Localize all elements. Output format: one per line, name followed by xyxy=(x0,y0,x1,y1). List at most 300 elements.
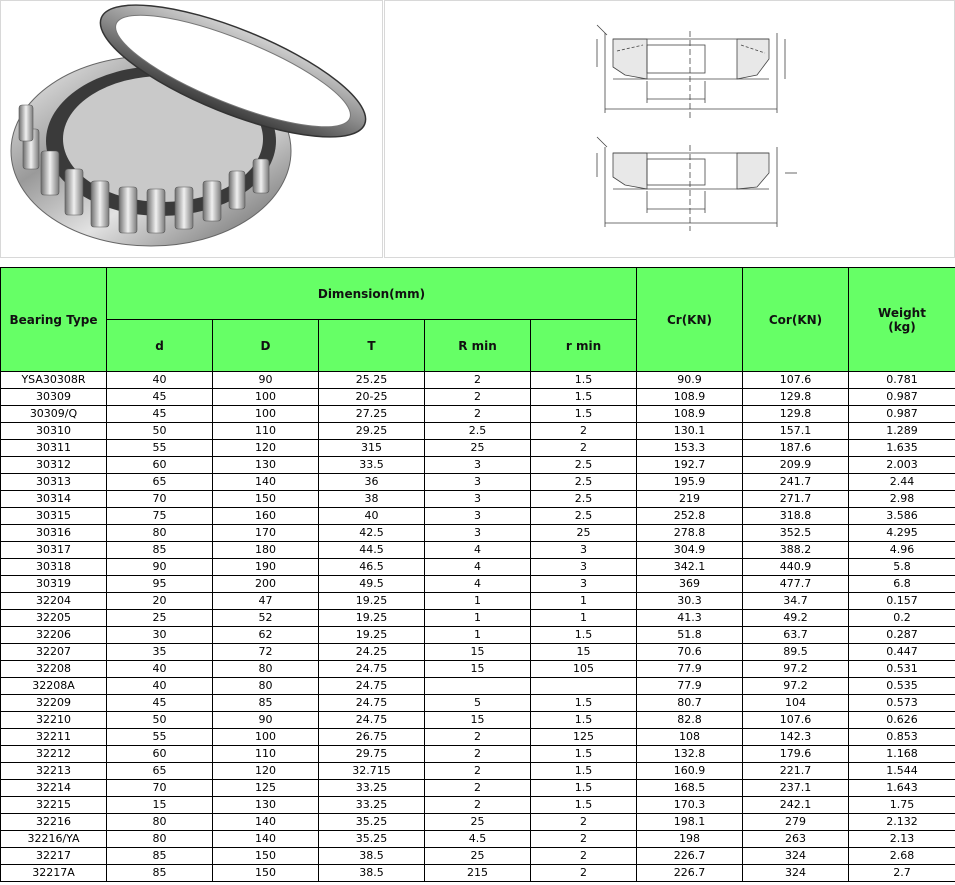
cell-R-min: 15 xyxy=(425,661,531,678)
cell-r-min: 1.5 xyxy=(531,746,637,763)
cell-D: 62 xyxy=(213,627,319,644)
cell-d: 50 xyxy=(107,423,213,440)
cell-cr: 195.9 xyxy=(637,474,743,491)
cell-D: 140 xyxy=(213,474,319,491)
header-R-min: R min xyxy=(425,320,531,372)
bearing-photo xyxy=(0,0,383,258)
cell-T: 46.5 xyxy=(319,559,425,576)
cell-r-min: 1 xyxy=(531,593,637,610)
table-row xyxy=(1,814,955,831)
cell-T: 35.25 xyxy=(319,814,425,831)
cell-D: 100 xyxy=(213,729,319,746)
cell-T: 38 xyxy=(319,491,425,508)
cell-cr: 108 xyxy=(637,729,743,746)
header-weight xyxy=(849,268,955,372)
cell-r-min: 2.5 xyxy=(531,491,637,508)
cell-R-min: 4.5 xyxy=(425,831,531,848)
cell-r-min: 15 xyxy=(531,644,637,661)
cell-weight: 5.8 xyxy=(849,559,955,576)
cell-r-min: 3 xyxy=(531,542,637,559)
cell-R-min: 25 xyxy=(425,848,531,865)
cell-cr: 369 xyxy=(637,576,743,593)
cell-T: 33.25 xyxy=(319,797,425,814)
cell-cor: 324 xyxy=(743,865,849,882)
cell-cr: 226.7 xyxy=(637,865,743,882)
cell-weight: 2.132 xyxy=(849,814,955,831)
cell-cor: 271.7 xyxy=(743,491,849,508)
table-row xyxy=(1,576,955,593)
cell-bearing-type: 30316 xyxy=(1,525,107,542)
cell-r-min: 2.5 xyxy=(531,457,637,474)
table-row xyxy=(1,559,955,576)
cell-R-min: 3 xyxy=(425,508,531,525)
cell-bearing-type: 32215 xyxy=(1,797,107,814)
cell-r-min: 2.5 xyxy=(531,474,637,491)
cell-R-min: 1 xyxy=(425,627,531,644)
cell-R-min: 4 xyxy=(425,559,531,576)
cell-weight: 4.96 xyxy=(849,542,955,559)
cell-R-min: 2 xyxy=(425,746,531,763)
cell-bearing-type: 30317 xyxy=(1,542,107,559)
cell-r-min: 2 xyxy=(531,865,637,882)
table-row xyxy=(1,695,955,712)
cell-bearing-type: 30309 xyxy=(1,389,107,406)
table-row xyxy=(1,406,955,423)
cell-D: 100 xyxy=(213,389,319,406)
cell-cr: 170.3 xyxy=(637,797,743,814)
cell-cr: 153.3 xyxy=(637,440,743,457)
cell-r-min: 1.5 xyxy=(531,406,637,423)
cell-r-min: 3 xyxy=(531,559,637,576)
cell-bearing-type: 32208A xyxy=(1,678,107,695)
header-weight-label: Weight xyxy=(878,305,926,320)
table-row xyxy=(1,491,955,508)
cell-cor: 324 xyxy=(743,848,849,865)
cell-bearing-type: 32210 xyxy=(1,712,107,729)
cell-cr: 80.7 xyxy=(637,695,743,712)
cell-d: 60 xyxy=(107,746,213,763)
cell-r-min: 3 xyxy=(531,576,637,593)
cell-cr: 77.9 xyxy=(637,661,743,678)
cell-cor: 129.8 xyxy=(743,406,849,423)
cell-weight: 1.635 xyxy=(849,440,955,457)
cell-T: 19.25 xyxy=(319,593,425,610)
cell-r-min: 1.5 xyxy=(531,712,637,729)
cell-r-min: 25 xyxy=(531,525,637,542)
table-row xyxy=(1,644,955,661)
cell-weight: 2.7 xyxy=(849,865,955,882)
table-row xyxy=(1,474,955,491)
cell-cr: 51.8 xyxy=(637,627,743,644)
cell-weight: 0.535 xyxy=(849,678,955,695)
cell-bearing-type: 32206 xyxy=(1,627,107,644)
cell-R-min: 1 xyxy=(425,610,531,627)
table-row xyxy=(1,389,955,406)
cell-d: 55 xyxy=(107,440,213,457)
cell-cr: 278.8 xyxy=(637,525,743,542)
cell-D: 90 xyxy=(213,372,319,389)
cell-d: 65 xyxy=(107,474,213,491)
cell-R-min: 2 xyxy=(425,389,531,406)
cell-cor: 129.8 xyxy=(743,389,849,406)
cell-D: 72 xyxy=(213,644,319,661)
cell-d: 20 xyxy=(107,593,213,610)
table-row xyxy=(1,593,955,610)
cell-T: 24.75 xyxy=(319,712,425,729)
cell-r-min: 1.5 xyxy=(531,780,637,797)
cell-T: 29.25 xyxy=(319,423,425,440)
cell-R-min: 3 xyxy=(425,491,531,508)
cell-cr: 342.1 xyxy=(637,559,743,576)
cell-weight: 0.287 xyxy=(849,627,955,644)
cell-cor: 187.6 xyxy=(743,440,849,457)
cell-R-min: 3 xyxy=(425,474,531,491)
cell-cr: 168.5 xyxy=(637,780,743,797)
cell-T: 49.5 xyxy=(319,576,425,593)
table-row xyxy=(1,440,955,457)
cell-T: 26.75 xyxy=(319,729,425,746)
cell-cor: 107.6 xyxy=(743,712,849,729)
cell-d: 40 xyxy=(107,678,213,695)
cell-cor: 440.9 xyxy=(743,559,849,576)
table-row xyxy=(1,542,955,559)
cell-R-min: 2 xyxy=(425,763,531,780)
cell-T: 29.75 xyxy=(319,746,425,763)
cell-R-min: 5 xyxy=(425,695,531,712)
cell-cr: 219 xyxy=(637,491,743,508)
cell-R-min: 2 xyxy=(425,406,531,423)
cell-T: 19.25 xyxy=(319,610,425,627)
cell-T: 24.75 xyxy=(319,678,425,695)
cell-r-min: 2 xyxy=(531,848,637,865)
table-row xyxy=(1,372,955,389)
bearing-spec-table xyxy=(0,267,955,882)
cell-bearing-type: 32217 xyxy=(1,848,107,865)
cell-cr: 108.9 xyxy=(637,389,743,406)
table-row xyxy=(1,525,955,542)
cell-bearing-type: 32204 xyxy=(1,593,107,610)
header-D: D xyxy=(213,320,319,372)
cell-d: 45 xyxy=(107,695,213,712)
cell-R-min: 3 xyxy=(425,525,531,542)
cell-T: 35.25 xyxy=(319,831,425,848)
cell-weight: 1.168 xyxy=(849,746,955,763)
cell-bearing-type: 30310 xyxy=(1,423,107,440)
cell-cor: 209.9 xyxy=(743,457,849,474)
cell-D: 85 xyxy=(213,695,319,712)
cell-d: 95 xyxy=(107,576,213,593)
table-row xyxy=(1,763,955,780)
table-row xyxy=(1,848,955,865)
cell-d: 25 xyxy=(107,610,213,627)
table-row xyxy=(1,865,955,882)
cell-T: 33.25 xyxy=(319,780,425,797)
cell-R-min: 15 xyxy=(425,644,531,661)
cell-cr: 82.8 xyxy=(637,712,743,729)
cell-R-min: 215 xyxy=(425,865,531,882)
cell-r-min: 2 xyxy=(531,423,637,440)
cell-weight: 1.289 xyxy=(849,423,955,440)
cell-D: 47 xyxy=(213,593,319,610)
cell-T: 36 xyxy=(319,474,425,491)
cell-R-min: 15 xyxy=(425,712,531,729)
cell-weight: 0.626 xyxy=(849,712,955,729)
cell-cor: 352.5 xyxy=(743,525,849,542)
cell-d: 80 xyxy=(107,814,213,831)
cell-d: 85 xyxy=(107,848,213,865)
cell-D: 180 xyxy=(213,542,319,559)
cell-T: 38.5 xyxy=(319,865,425,882)
cell-weight: 2.44 xyxy=(849,474,955,491)
cell-cr: 41.3 xyxy=(637,610,743,627)
cell-r-min xyxy=(531,678,637,695)
table-row xyxy=(1,678,955,695)
cell-cor: 97.2 xyxy=(743,661,849,678)
cell-cor: 263 xyxy=(743,831,849,848)
header-dimension: Dimension(mm) xyxy=(107,268,637,320)
tapered-roller-bearing-image xyxy=(1,1,382,257)
cell-bearing-type: 32205 xyxy=(1,610,107,627)
cell-D: 170 xyxy=(213,525,319,542)
table-body xyxy=(1,372,955,882)
cell-r-min: 1.5 xyxy=(531,695,637,712)
header-r-min: r min xyxy=(531,320,637,372)
cell-bearing-type: 30311 xyxy=(1,440,107,457)
cell-r-min: 1.5 xyxy=(531,797,637,814)
cell-d: 35 xyxy=(107,644,213,661)
cell-cor: 89.5 xyxy=(743,644,849,661)
cell-cor: 179.6 xyxy=(743,746,849,763)
cell-D: 150 xyxy=(213,865,319,882)
cell-T: 19.25 xyxy=(319,627,425,644)
cell-weight: 2.13 xyxy=(849,831,955,848)
cell-cr: 108.9 xyxy=(637,406,743,423)
cell-T: 24.25 xyxy=(319,644,425,661)
cell-weight: 2.98 xyxy=(849,491,955,508)
cell-d: 50 xyxy=(107,712,213,729)
cell-bearing-type: 32208 xyxy=(1,661,107,678)
cell-bearing-type: 32214 xyxy=(1,780,107,797)
cell-D: 130 xyxy=(213,457,319,474)
cell-cr: 77.9 xyxy=(637,678,743,695)
cell-weight: 6.8 xyxy=(849,576,955,593)
cross-section-diagrams xyxy=(385,1,954,257)
cell-weight: 3.586 xyxy=(849,508,955,525)
cell-cor: 49.2 xyxy=(743,610,849,627)
cell-d: 80 xyxy=(107,831,213,848)
cell-d: 30 xyxy=(107,627,213,644)
cell-T: 25.25 xyxy=(319,372,425,389)
table-row xyxy=(1,831,955,848)
cell-cr: 198.1 xyxy=(637,814,743,831)
cell-D: 125 xyxy=(213,780,319,797)
cell-weight: 1.643 xyxy=(849,780,955,797)
cell-r-min: 2 xyxy=(531,831,637,848)
cell-cor: 237.1 xyxy=(743,780,849,797)
cell-weight: 0.987 xyxy=(849,389,955,406)
cell-d: 55 xyxy=(107,729,213,746)
cell-weight: 0.781 xyxy=(849,372,955,389)
cell-d: 75 xyxy=(107,508,213,525)
cell-cr: 192.7 xyxy=(637,457,743,474)
cell-cor: 63.7 xyxy=(743,627,849,644)
cell-bearing-type: 32209 xyxy=(1,695,107,712)
cell-d: 85 xyxy=(107,865,213,882)
cell-R-min: 25 xyxy=(425,440,531,457)
cell-R-min xyxy=(425,678,531,695)
cell-d: 70 xyxy=(107,491,213,508)
header-weight-unit: (kg) xyxy=(888,319,916,334)
cell-r-min: 2 xyxy=(531,440,637,457)
cell-cr: 130.1 xyxy=(637,423,743,440)
cell-cor: 477.7 xyxy=(743,576,849,593)
cell-cor: 34.7 xyxy=(743,593,849,610)
cell-R-min: 4 xyxy=(425,576,531,593)
cell-d: 65 xyxy=(107,763,213,780)
cell-D: 80 xyxy=(213,678,319,695)
cell-cr: 304.9 xyxy=(637,542,743,559)
cell-T: 42.5 xyxy=(319,525,425,542)
cell-cr: 90.9 xyxy=(637,372,743,389)
cell-d: 60 xyxy=(107,457,213,474)
cell-weight: 2.68 xyxy=(849,848,955,865)
cell-bearing-type: 30313 xyxy=(1,474,107,491)
cell-T: 27.25 xyxy=(319,406,425,423)
cell-R-min: 3 xyxy=(425,457,531,474)
cell-weight: 0.2 xyxy=(849,610,955,627)
cell-weight: 0.987 xyxy=(849,406,955,423)
cell-D: 52 xyxy=(213,610,319,627)
cell-D: 140 xyxy=(213,831,319,848)
cell-r-min: 1.5 xyxy=(531,372,637,389)
cell-D: 110 xyxy=(213,423,319,440)
cell-d: 90 xyxy=(107,559,213,576)
cell-cor: 142.3 xyxy=(743,729,849,746)
cell-d: 40 xyxy=(107,372,213,389)
cell-D: 150 xyxy=(213,848,319,865)
cell-bearing-type: 32213 xyxy=(1,763,107,780)
cell-cor: 221.7 xyxy=(743,763,849,780)
cell-weight: 0.531 xyxy=(849,661,955,678)
cell-r-min: 1.5 xyxy=(531,389,637,406)
cell-D: 90 xyxy=(213,712,319,729)
cell-R-min: 2.5 xyxy=(425,423,531,440)
table-row xyxy=(1,746,955,763)
cell-cr: 160.9 xyxy=(637,763,743,780)
cell-D: 200 xyxy=(213,576,319,593)
cell-cr: 70.6 xyxy=(637,644,743,661)
cell-bearing-type: 30312 xyxy=(1,457,107,474)
cell-weight: 0.853 xyxy=(849,729,955,746)
cell-cr: 226.7 xyxy=(637,848,743,865)
technical-drawings xyxy=(384,0,955,258)
header-cor: Cor(KN) xyxy=(743,268,849,372)
cell-R-min: 2 xyxy=(425,372,531,389)
cell-T: 20-25 xyxy=(319,389,425,406)
table-row xyxy=(1,610,955,627)
cell-R-min: 2 xyxy=(425,729,531,746)
cell-cor: 157.1 xyxy=(743,423,849,440)
cell-weight: 0.447 xyxy=(849,644,955,661)
cell-T: 32.715 xyxy=(319,763,425,780)
cell-bearing-type: 32217A xyxy=(1,865,107,882)
cell-cor: 107.6 xyxy=(743,372,849,389)
cell-T: 44.5 xyxy=(319,542,425,559)
cell-R-min: 1 xyxy=(425,593,531,610)
header-bearing-type: Bearing Type xyxy=(1,268,107,372)
cell-T: 24.75 xyxy=(319,661,425,678)
cell-T: 40 xyxy=(319,508,425,525)
cell-T: 24.75 xyxy=(319,695,425,712)
cell-cor: 279 xyxy=(743,814,849,831)
cell-bearing-type: 30315 xyxy=(1,508,107,525)
cell-d: 40 xyxy=(107,661,213,678)
cell-T: 33.5 xyxy=(319,457,425,474)
cell-r-min: 1 xyxy=(531,610,637,627)
table-row xyxy=(1,508,955,525)
cell-D: 120 xyxy=(213,763,319,780)
table-row xyxy=(1,712,955,729)
table-row xyxy=(1,661,955,678)
table-row xyxy=(1,423,955,440)
cell-cor: 97.2 xyxy=(743,678,849,695)
cell-bearing-type: 32212 xyxy=(1,746,107,763)
cell-r-min: 2.5 xyxy=(531,508,637,525)
cell-D: 110 xyxy=(213,746,319,763)
cell-D: 100 xyxy=(213,406,319,423)
cell-weight: 4.295 xyxy=(849,525,955,542)
cell-cor: 242.1 xyxy=(743,797,849,814)
cell-bearing-type: 32211 xyxy=(1,729,107,746)
cell-weight: 1.544 xyxy=(849,763,955,780)
cell-D: 160 xyxy=(213,508,319,525)
table-row xyxy=(1,457,955,474)
cell-R-min: 2 xyxy=(425,780,531,797)
cell-D: 150 xyxy=(213,491,319,508)
cell-bearing-type: 32207 xyxy=(1,644,107,661)
cell-bearing-type: YSA30308R xyxy=(1,372,107,389)
cell-weight: 0.157 xyxy=(849,593,955,610)
cell-cor: 318.8 xyxy=(743,508,849,525)
cell-r-min: 105 xyxy=(531,661,637,678)
cell-r-min: 125 xyxy=(531,729,637,746)
cell-bearing-type: 30309/Q xyxy=(1,406,107,423)
header-images xyxy=(0,0,955,266)
cell-r-min: 1.5 xyxy=(531,763,637,780)
cell-bearing-type: 30319 xyxy=(1,576,107,593)
cell-d: 15 xyxy=(107,797,213,814)
cell-weight: 0.573 xyxy=(849,695,955,712)
header-cr: Cr(KN) xyxy=(637,268,743,372)
cell-D: 120 xyxy=(213,440,319,457)
table-row xyxy=(1,797,955,814)
cell-R-min: 4 xyxy=(425,542,531,559)
cell-bearing-type: 30318 xyxy=(1,559,107,576)
cell-d: 80 xyxy=(107,525,213,542)
cell-cr: 252.8 xyxy=(637,508,743,525)
cell-T: 38.5 xyxy=(319,848,425,865)
cell-d: 45 xyxy=(107,389,213,406)
cell-D: 190 xyxy=(213,559,319,576)
table-row xyxy=(1,627,955,644)
cell-bearing-type: 32216/YA xyxy=(1,831,107,848)
cell-R-min: 2 xyxy=(425,797,531,814)
header-d: d xyxy=(107,320,213,372)
cell-D: 80 xyxy=(213,661,319,678)
cell-D: 130 xyxy=(213,797,319,814)
cell-T: 315 xyxy=(319,440,425,457)
cell-d: 45 xyxy=(107,406,213,423)
